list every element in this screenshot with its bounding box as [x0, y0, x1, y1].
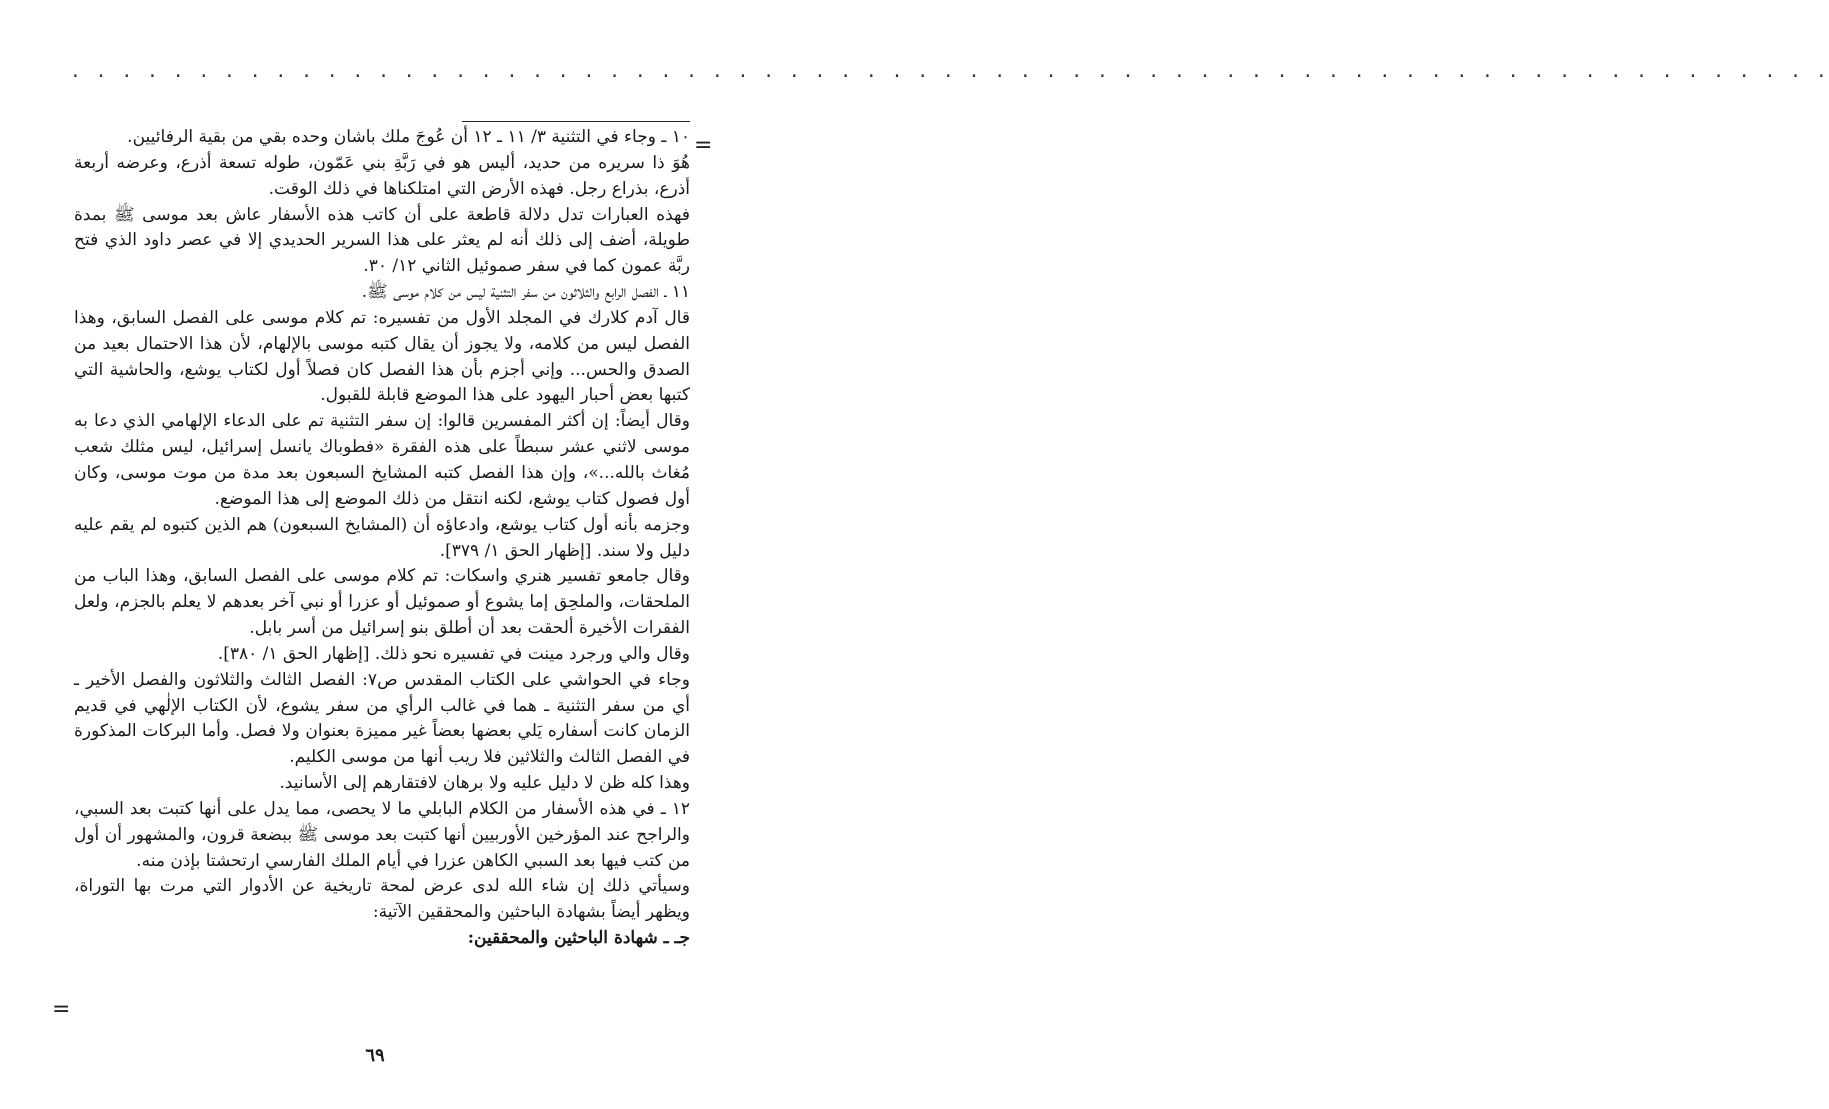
continuation-mark-bottom: =: [52, 997, 71, 1022]
paragraph: ١٢ ـ في هذه الأسفار من الكلام البابلي ما لا يحصى، مما يدل على أنها كتبت بعد السبي، والراجح عند المؤرخين الأوربيين أنها كتبت بعد موسى ﷺ ببضعة قرون، والمشهور أن أول من كتب فيها بعد السبي الكاهن عزرا في أيام الملك الفارسي ارتحشتا بإذن منه.: [74, 798, 690, 871]
separator-dots: . . . . . . . . . . . . . . . . . . . . . . . . . . . . . . . . . . . . . . . . . . . . . . . . . . . . . . . . . . . . . . . . . . . . .: [70, 61, 1829, 82]
paragraph: ١٠ ـ وجاء في التثنية ٣/ ١١ ـ ١٢ أن عُوجَ ملك باشان وحده بقي من بقية الرفائيين.: [127, 127, 690, 147]
paragraph: هُوَ ذا سريره من حديد، أليس هو في رَبَّةِ بني عَمّون، طوله تسعة أذرع، وعرضه أربعة أذرع، بذراع رجل. فهذه الأرض التي امتلكناها في ذلك الوقت.: [74, 152, 690, 199]
paragraph: فهذه العبارات تدل دلالة قاطعة على أن كاتب هذه الأسفار عاش بعد موسى ﷺ بمدة طويلة، أضف إلى ذلك أنه لم يعثر على هذا السرير الحديدي إلا في عصر داود الذي فتح ربَّة عمون كما في سفر صموئيل الثاني ١٢/ ٣٠.: [74, 204, 690, 277]
section-heading: جـ ـ شهادة الباحثين والمحققين:: [467, 928, 690, 949]
paragraph: ١١ ـ الفصل الرابع والثلاثون من سفر التثنية ليس من كلام موسى ﷺ.: [361, 282, 690, 303]
paragraph: وجاء في الحواشي على الكتاب المقدس ص٧: الفصل الثالث والثلاثون والفصل الأخير ـ أي من سفر التثنية ـ هما في غالب الرأي من سفر يشوع، لأن الكتاب الإلٰهي في قديم الزمان كانت أسفاره يَلي بعضها بعضاً غير مميزة بعنوان ولا فصل. وأما البركات المذكورة في الفصل الثالث والثلاثين فلا ريب أنها من موسى الكليم.: [74, 669, 691, 768]
footnote-rule: [462, 121, 690, 122]
paragraph: وهذا كله ظن لا دليل عليه ولا برهان لافتقارهم إلى الأسانيد.: [279, 773, 690, 794]
paragraph: وجزمه بأنه أول كتاب يوشع، وادعاؤه أن (المشايخ السبعون) هم الذين كتبوه لم يقم عليه دليل ولا سند. [إظهار الحق ١/ ٣٧٩].: [74, 514, 690, 561]
paragraph: وقال جامعو تفسير هنري واسكات: تم كلام موسى على الفصل السابق، وهذا الباب من الملحقات، والملحِق إما يشوع أو صموئيل أو عزرا أو نبي آخر بعدهم لا يعلم بالجزم، ولعل الفقرات الأخيرة ألحقت بعد أن أطلق بنو إسرائيل من أسر بابل.: [74, 566, 690, 639]
paragraph: وقال والي ورجرد مينت في تفسيره نحو ذلك. [إظهار الحق ١/ ٣٨٠].: [217, 643, 690, 664]
continuation-mark-top: =: [694, 133, 713, 158]
paragraph: وسيأتي ذلك إن شاء الله لدى عرض لمحة تاريخية عن الأدوار التي مرت بها التوراة، ويظهر أيضاً بشهادة الباحثين والمحققين الآتية:: [74, 876, 690, 923]
page-number: ٦٩: [365, 1045, 385, 1066]
footnote-text-block: [74, 125, 690, 952]
paragraph: قال آدم كلارك في المجلد الأول من تفسيره: تم كلام موسى على الفصل السابق، وهذا الفصل ليس من كلامه، ولا يجوز أن يقال كتبه موسى بالإلهام، لأن هذا الاحتمال بعيد من الصدق والحس... وإني أجزم بأن هذا الفصل كان فصلاً أول لكتاب يوشع، والحاشية التي كتبها بعض أحبار اليهود على هذا الموضع قابلة للقبول.: [74, 307, 690, 406]
paragraph: وقال أيضاً: إن أكثر المفسرين قالوا: إن سفر التثنية تم على الدعاء الإلهامي الذي دعا به موسى لاثني عشر سبطاً على هذه الفقرة «فطوباك يانسل إسرائيل، ليس مثلك شعب مُغاث بالله...»، وإن هذا الفصل كتبه المشايخ السبعون بعد مدة من موت موسى، وكان أول فصول كتاب يوشع، لكنه انتقل من ذلك الموضع إلى هذا الموضع.: [74, 411, 690, 509]
